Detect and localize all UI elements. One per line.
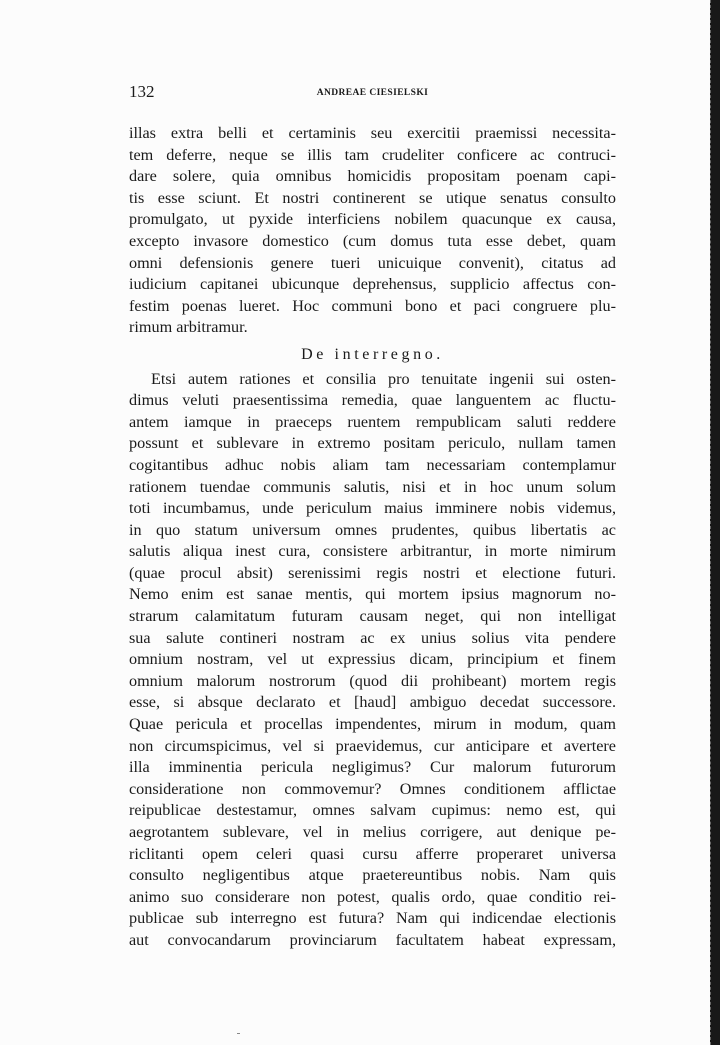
text-line: animo suo considerare non potest, qualis ordo, quae conditio rei- bbox=[129, 887, 616, 906]
text-line: aegrotantem sublevare, vel in melius corrigere, aut denique pe- bbox=[129, 823, 616, 841]
text-line: dare solere, quia omnibus homicidis propositam poenam capi- bbox=[129, 167, 616, 186]
scan-edge-border bbox=[710, 0, 720, 1045]
text-line: salutis aliqua inest cura, consistere arbitrantur, in morte nimirum bbox=[129, 542, 616, 561]
text-line: reipublicae destestamur, omnes salvam cupimus: nemo est, qui bbox=[129, 801, 616, 820]
text-line: illas extra belli et certaminis seu exercitii praemissi necessita- bbox=[129, 124, 616, 142]
text-line: omni defensionis genere tueri unicuique convenit), citatus ad bbox=[129, 253, 616, 272]
text-line: non circumspicimus, vel si praevidemus, cur anticipare et avertere bbox=[129, 736, 616, 755]
text-line: tis esse sciunt. Et nostri continerent se utique senatus consulto bbox=[129, 188, 616, 207]
text-line: riclitanti opem celeri quasi cursu afferre properaret universa bbox=[129, 844, 616, 863]
text-line: (quae procul absit) serenissimi regis nostri et electione futuri. bbox=[129, 563, 616, 582]
text-line: dimus veluti praesentissima remedia, quae languentem ac fluctu- bbox=[129, 391, 616, 410]
text-line: rationem tuendae communis salutis, nisi et in hoc unum solum bbox=[129, 477, 616, 496]
text-line: strarum calamitatum futuram causam neget, qui non intelligat bbox=[129, 607, 616, 626]
text-line: consideratione non commovemur? Omnes conditionem afflictae bbox=[129, 779, 616, 798]
text-line: iudicium capitanei ubicunque deprehensus, supplicio affectus con- bbox=[129, 275, 616, 294]
text-line: consulto negligentibus atque praetereuntibus nobis. Nam quis bbox=[129, 866, 616, 885]
running-title: ANDREAE CIESIELSKI bbox=[316, 88, 429, 98]
text-line: esse, si absque declarato et [haud] ambiguo decedat successore. bbox=[129, 693, 616, 712]
text-line: cogitantibus adhuc nobis aliam tam necessariam contemplamur bbox=[129, 455, 616, 474]
paragraph-1 bbox=[129, 123, 616, 339]
text-line: in quo statum universum omnes prudentes, quibus libertatis ac bbox=[129, 520, 616, 539]
text-line: publicae sub interregno est futura? Nam qui indicendae electionis bbox=[129, 909, 616, 928]
text-line: excepto invasore domestico (cum domus tuta esse debet, quam bbox=[129, 231, 616, 250]
text-line: toti incumbamus, unde periculum maius imminere nobis videmus, bbox=[129, 499, 616, 518]
text-line: Etsi autem rationes et consilia pro tenuitate ingenii sui osten- bbox=[151, 369, 616, 388]
text-line: festim poenas lueret. Hoc communi bono et paci congruere plu- bbox=[129, 296, 616, 315]
text-line: possunt et sublevare in extremo positam periculo, nullam tamen bbox=[129, 434, 616, 453]
text-line: tem deferre, neque se illis tam crudeliter conficere ac contruci- bbox=[129, 145, 616, 164]
text-line: illa imminentia pericula negligimus? Cur malorum futurorum bbox=[129, 758, 616, 777]
text-line: sua salute contineri nostram ac ex unius solius vita pendere bbox=[129, 628, 616, 647]
text-line: Quae pericula et procellas impendentes, mirum in modum, quam bbox=[129, 715, 616, 734]
text-line: antem iamque in praeceps ruentem rempublicam saluti reddere bbox=[129, 412, 616, 431]
section-heading: De interregno. bbox=[301, 345, 444, 363]
scan-speck bbox=[237, 1033, 240, 1034]
text-line: omnium nostram, vel ut expressius dicam, principium et finem bbox=[129, 650, 616, 669]
paragraph-2 bbox=[129, 369, 616, 952]
text-line: rimum arbitramur. bbox=[129, 318, 248, 337]
text-line: aut convocandarum provinciarum facultatem habeat expressam, bbox=[129, 930, 616, 949]
text-line: promulgato, ut pyxide interficiens nobilem quacunque ex causa, bbox=[129, 210, 616, 229]
page-header bbox=[129, 82, 616, 106]
text-line: omnium malorum nostrorum (quod dii prohibeant) mortem regis bbox=[129, 671, 616, 690]
page-number: 132 bbox=[129, 82, 155, 101]
text-line: Nemo enim est sanae mentis, qui mortem ipsius magnorum no- bbox=[129, 585, 616, 604]
body-text bbox=[129, 123, 616, 952]
